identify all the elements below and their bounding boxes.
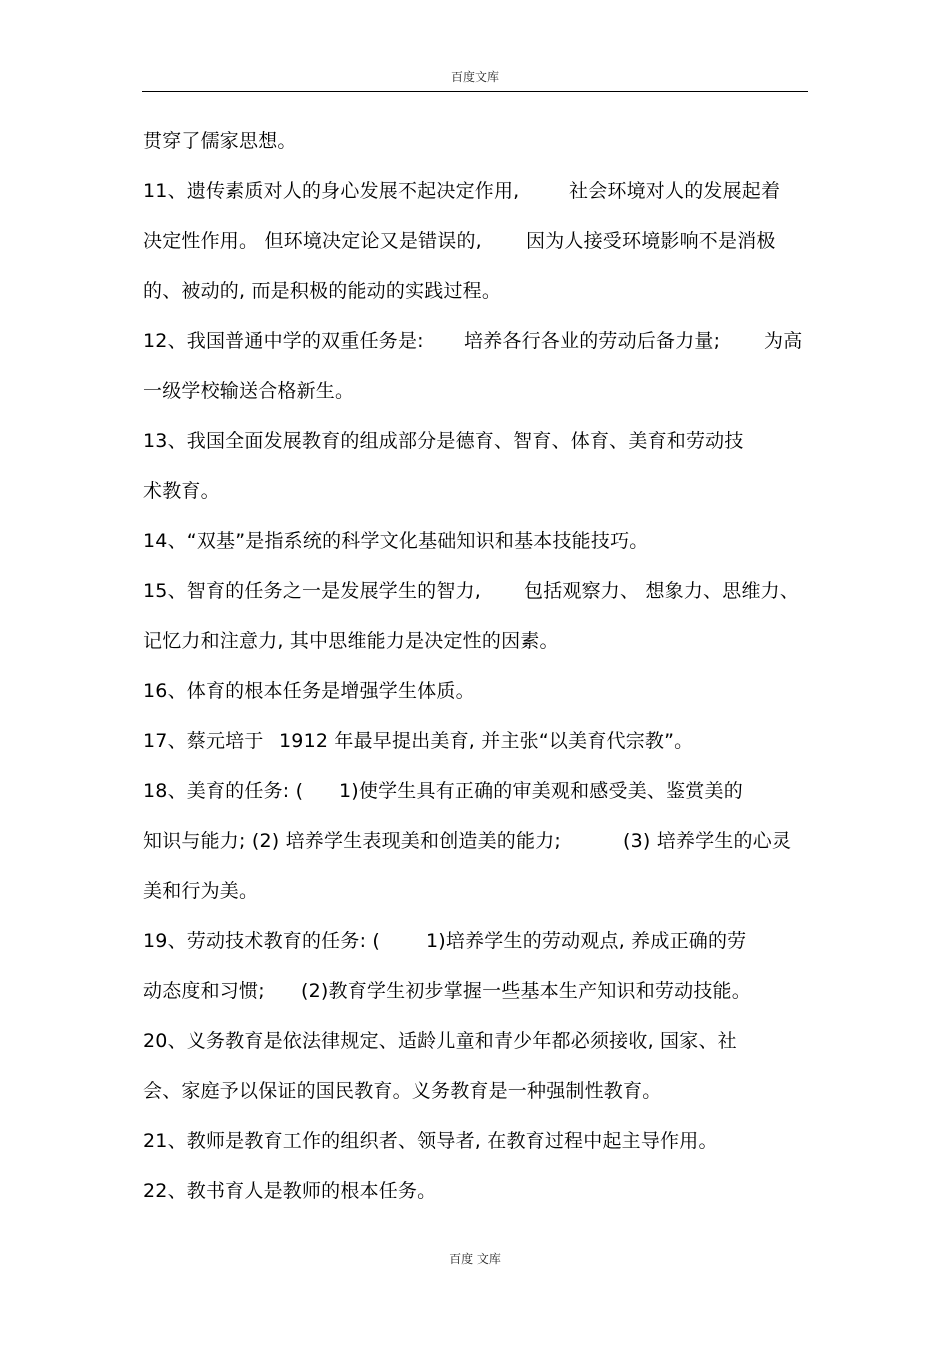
document-body [143,116,811,1216]
text-segment: 18、美育的任务: ( [143,780,304,802]
text-segment: 15、智育的任务之一是发展学生的智力, [143,580,482,602]
text-line [143,966,811,1016]
text-line [143,866,811,916]
text-line [143,1116,811,1166]
page-footer: 百度 文库 [449,1252,501,1266]
text-line [143,716,811,766]
header-rule [142,91,808,92]
text-segment: 11、遗传素质对人的身心发展不起决定作用, [143,180,520,202]
text-segment: 美和行为美。 [143,880,259,902]
text-segment: 记忆力和注意力, 其中思维能力是决定性的因素。 [143,630,559,652]
text-segment: 贯穿了儒家思想。 [143,130,297,152]
text-segment: 1)培养学生的劳动观点, 养成正确的劳 [426,930,747,952]
text-line [143,616,811,666]
text-segment: 知识与能力; (2) 培养学生表现美和创造美的能力; [143,830,561,852]
text-segment: 包括观察力、 想象力、思维力、 [524,580,800,602]
text-line [143,516,811,566]
text-line [143,116,811,166]
text-segment: 17、蔡元培于 [143,730,264,752]
text-segment: 20、义务教育是依法律规定、适龄儿童和青少年都必须接收, 国家、社 [143,1030,737,1052]
text-segment: 13、我国全面发展教育的组成部分是德育、智育、体育、美育和劳动技 [143,430,744,452]
text-line [143,566,811,616]
text-line [143,416,811,466]
text-segment: 21、教师是教育工作的组织者、领导者, 在教育过程中起主导作用。 [143,1130,718,1152]
text-line [143,766,811,816]
text-segment: 1912 年最早提出美育, 并主张“以美育代宗教”。 [279,730,694,752]
text-segment: 1)使学生具有正确的审美观和感受美、鉴赏美的 [339,780,743,802]
text-line [143,1016,811,1066]
text-segment: 14、“双基”是指系统的科学文化基础知识和基本技能技巧。 [143,530,649,552]
text-segment: 因为人接受环境影响不是消极 [526,230,776,252]
text-line [143,916,811,966]
text-segment: 培养各行各业的劳动后备力量; [464,330,721,352]
text-line [143,216,811,266]
text-line [143,816,811,866]
text-line [143,366,811,416]
text-segment: 19、劳动技术教育的任务: ( [143,930,381,952]
text-line [143,466,811,516]
text-line [143,166,811,216]
text-line [143,1166,811,1216]
text-segment: 术教育。 [143,480,220,502]
text-segment: 22、教书育人是教师的根本任务。 [143,1180,437,1202]
text-segment: 12、我国普通中学的双重任务是: [143,330,424,352]
text-line [143,266,811,316]
text-segment: 的、被动的, 而是积极的能动的实践过程。 [143,280,502,302]
text-line [143,1066,811,1116]
text-segment: 决定性作用。 但环境决定论又是错误的, [143,230,482,252]
text-segment: 一级学校输送合格新生。 [143,380,355,402]
text-line [143,316,811,366]
text-segment: 16、体育的根本任务是增强学生体质。 [143,680,475,702]
text-line [143,666,811,716]
page-header: 百度文库 [450,70,499,84]
text-segment: (2)教育学生初步掌握一些基本生产知识和劳动技能。 [301,980,751,1002]
text-segment: 社会环境对人的发展起着 [569,180,781,202]
text-segment: 为高 [764,330,803,352]
text-segment: 动态度和习惯; [143,980,265,1002]
text-segment: (3) 培养学生的心灵 [623,830,792,852]
text-segment: 会、家庭予以保证的国民教育。义务教育是一种强制性教育。 [143,1080,662,1102]
